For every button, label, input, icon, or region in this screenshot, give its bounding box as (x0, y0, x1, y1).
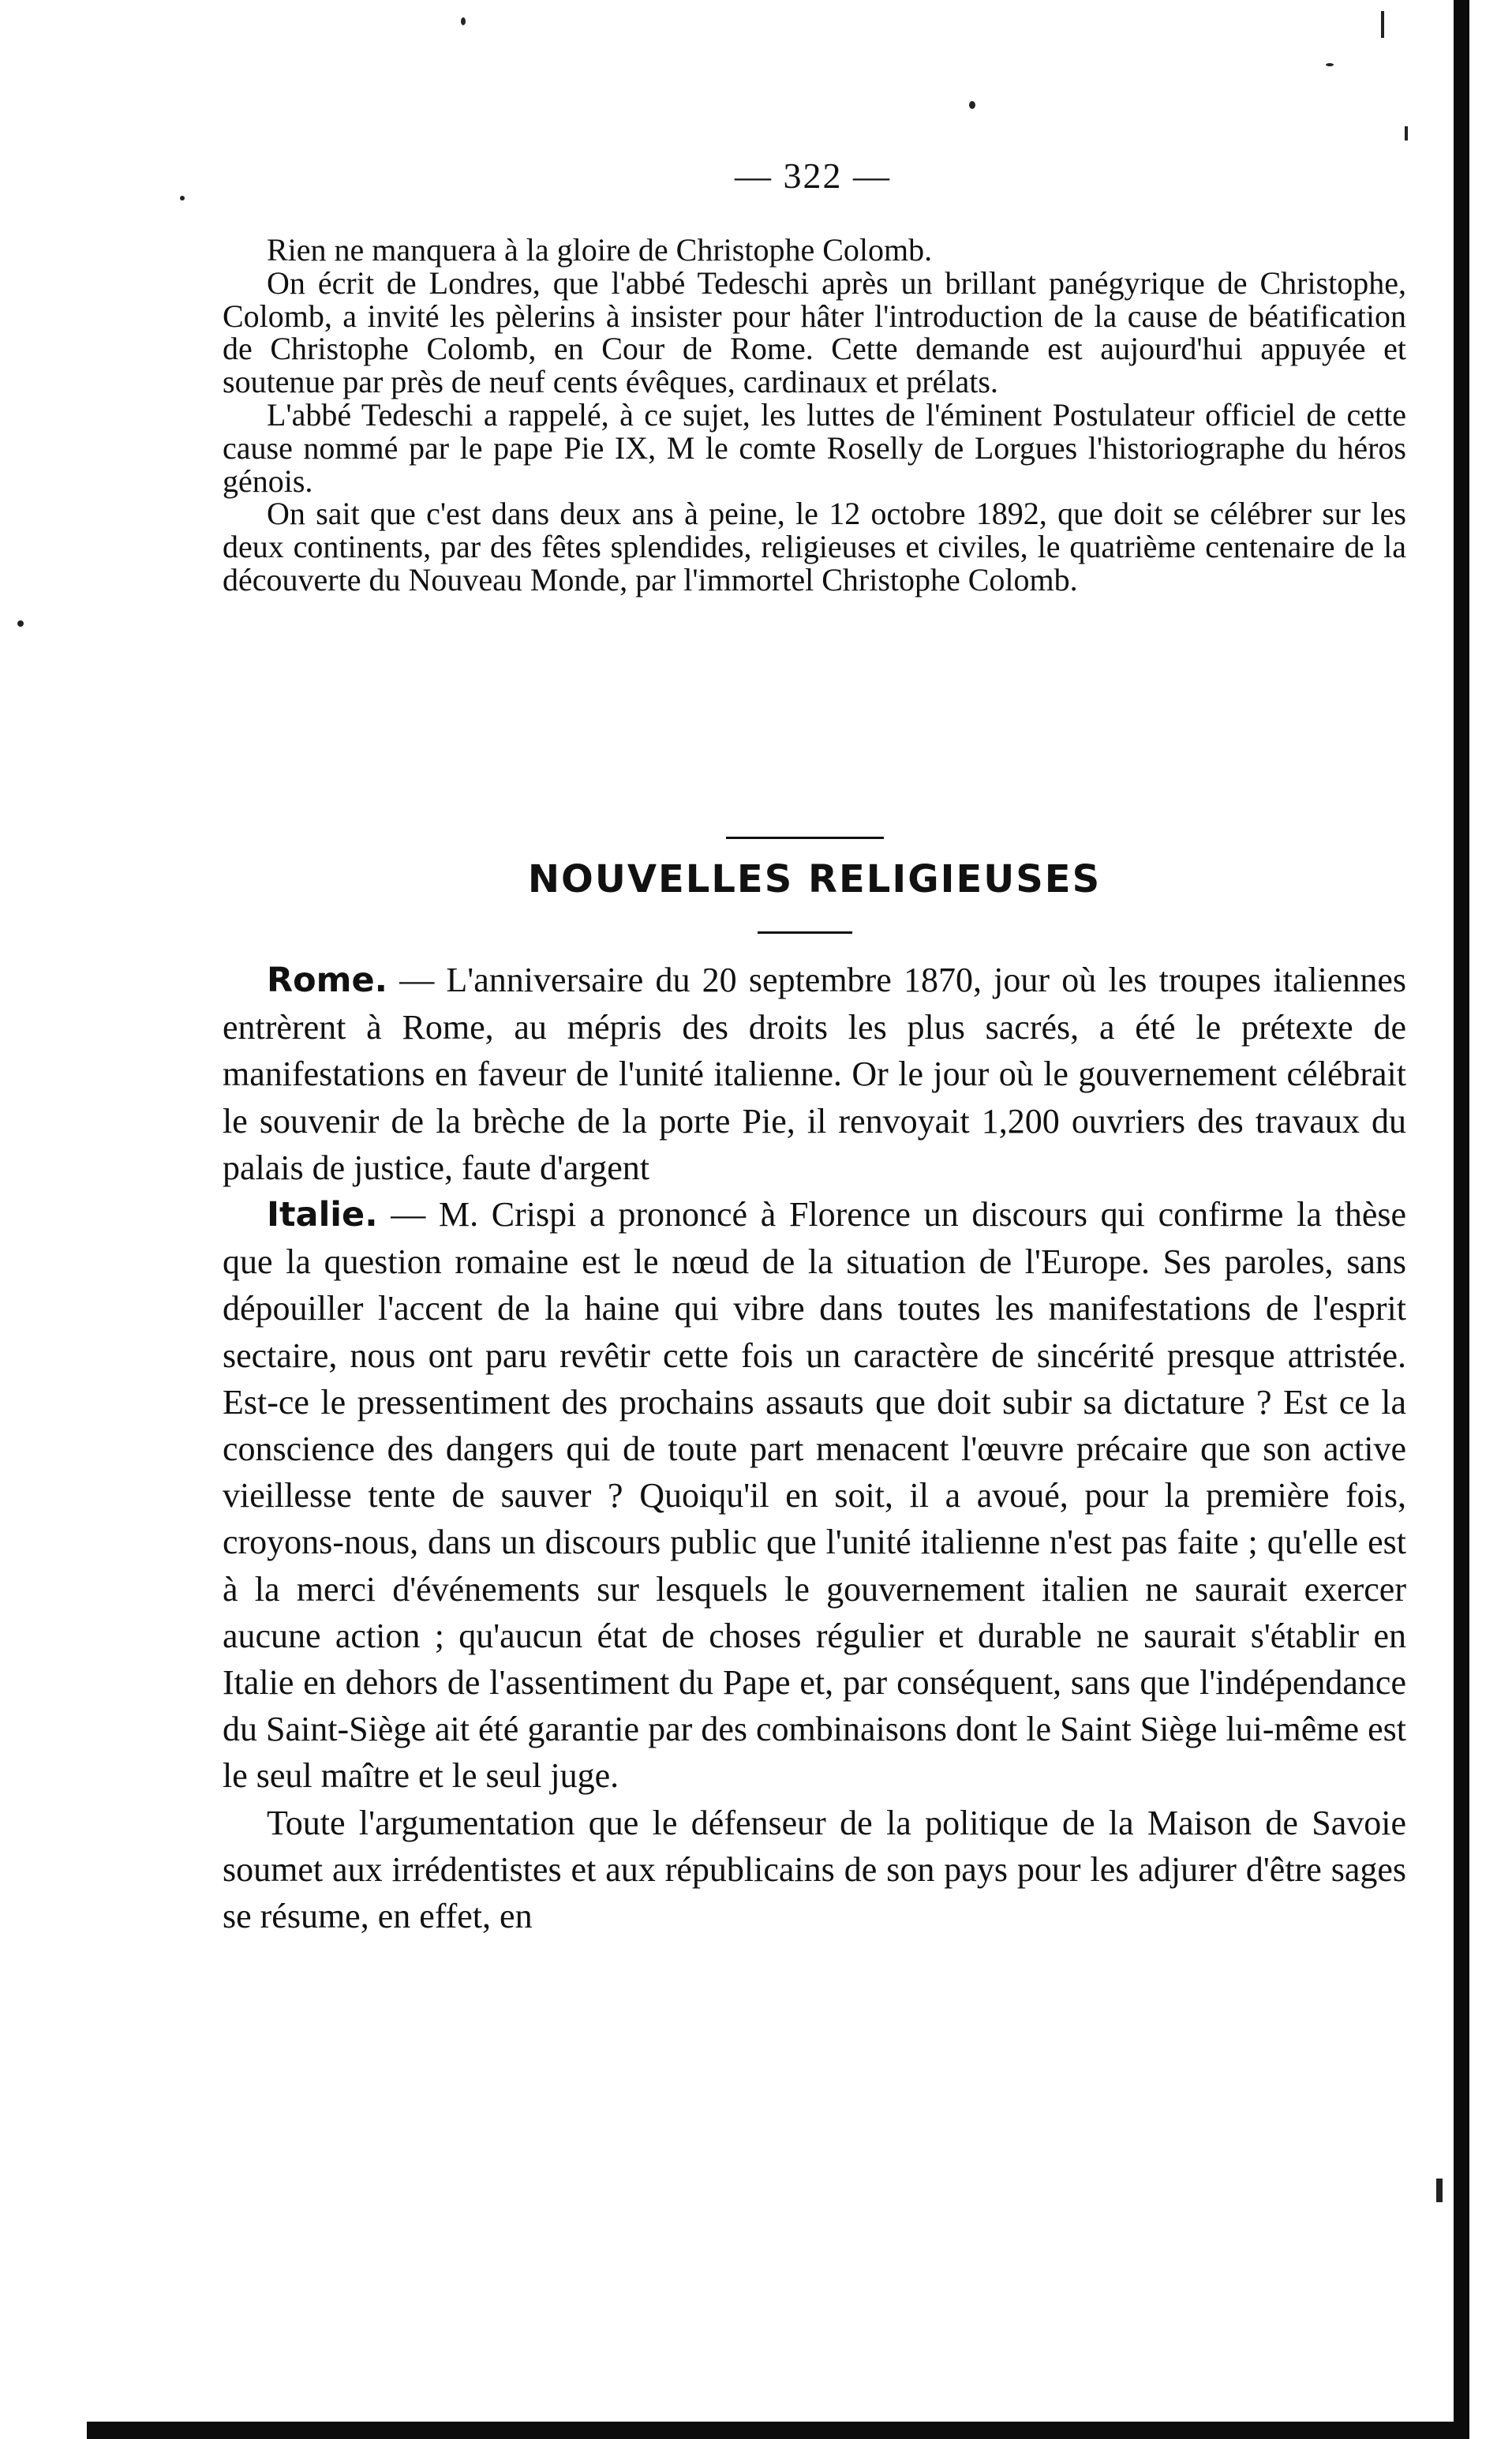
opening-text (223, 234, 1406, 597)
scan-speck (969, 101, 975, 109)
news-item-text: — L'anniversaire du 20 septembre 1870, jour où les troupes italiennes entrèrent à Rome, au mépris des droits les plus sacrés, a été le prétexte de manifestations en faveur de l'unité italienne. Or le jour où le gouvernement célébrait le souvenir de la brèche de la porte Pie, il renvoyait 1,200 ouvriers des travaux du palais de justice, faute d'argent (223, 961, 1406, 1187)
section-heading: NOUVELLES RELIGIEUSES (527, 857, 1102, 901)
scan-speck (1381, 11, 1384, 38)
scan-speck (180, 196, 185, 200)
paragraph: Toute l'argumentation que le défenseur de la politique de la Maison de Savoie soumet aux irrédentistes et aux républicains de son pays pour les adjurer d'être sages se résume, en effet, en (223, 1803, 1406, 1936)
scan-speck (461, 17, 466, 25)
news-item-rome (223, 957, 1406, 1191)
page-number: — 322 — (735, 155, 891, 196)
scan-speck (1405, 126, 1408, 140)
paragraph: L'abbé Tedeschi a rappelé, à ce sujet, les luttes de l'éminent Postulateur officiel de cette cause nommé par le pape Pie IX, M le comte Roselly de Lorgues l'historiographe du héros génois. (223, 396, 1406, 499)
scan-speck (1326, 63, 1334, 66)
scan-speck (17, 620, 24, 627)
separator-rule (758, 931, 852, 934)
scan-edge-bottom (87, 2422, 1469, 2439)
news-item-lead: Italie. (267, 1195, 378, 1235)
paragraph: On écrit de Londres, que l'abbé Tedeschi après un brillant panégyrique de Christophe, Colomb, a invité les pèlerins à insister pour hâter l'introduction de la cause de béatification de Christophe Colomb, en Cour de Rome. Cette demande est aujourd'hui appuyée et soutenue par près de neuf cents évêques, cardinaux et prélats. (223, 264, 1406, 400)
paragraph: Rien ne manquera à la gloire de Christophe Colomb. (267, 232, 933, 268)
news-item-lead: Rome. (267, 961, 387, 1000)
news-text (223, 957, 1406, 1939)
paragraph: On sait que c'est dans deux ans à peine, le 12 octobre 1892, que doit se célébrer sur les deux continents, par des fêtes splendides, religieuses et civiles, le quatrième centenaire de la découverte du Nouveau Monde, par l'immortel Christophe Colomb. (223, 496, 1406, 598)
news-item-italie (223, 1191, 1406, 1800)
scan-edge-right (1454, 0, 1469, 2439)
scan-speck (1436, 2179, 1443, 2202)
news-item-text: — M. Crispi a prononcé à Florence un discours qui confirme la thèse que la question romaine est le nœud de la situation de l'Europe. Ses paroles, sans dépouiller l'accent de la haine qui vibre dans toutes les manifestations de l'esprit sectaire, nous ont paru revêtir cette fois un caractère de sincérité presque attristée. Est-ce le pressentiment des prochains assauts que doit subir sa dictature ? Est ce la conscience des dangers qui de toute part menacent l'œuvre précaire que son active vieillesse tente de sauver ? Quoiqu'il en soit, il a avoué, pour la première fois, croyons-nous, dans un discours public que l'unité italienne n'est pas faite ; qu'elle est à la merci d'événements sur lesquels le gouvernement italien ne saurait exercer aucune action ; qu'aucun état de choses régulier et durable ne saurait s'établir en Italie en dehors de l'assentiment du Pape et, par conséquent, sans que l'indépendance du Saint-Siège ait été garantie par des combinaisons dont le Saint Siège lui-même est le seul maître et le seul juge. (223, 1195, 1406, 1796)
separator-rule (726, 837, 884, 839)
